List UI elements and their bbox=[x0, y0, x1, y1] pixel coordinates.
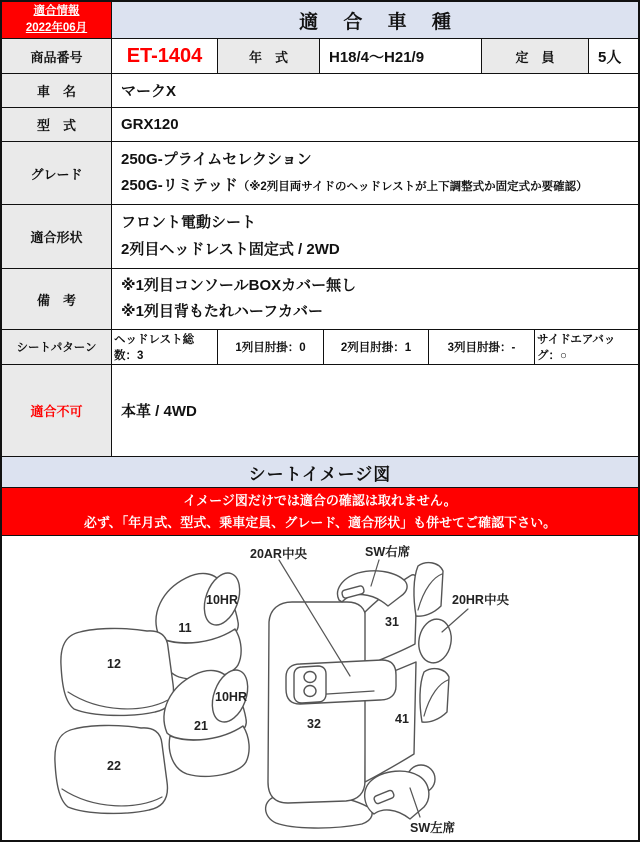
warning-line2: 必ず、「年月式、型式、乗車定員、グレード、適合形状」も併せてご確認下さい。 bbox=[83, 514, 557, 530]
notes-line2: ※1列目背もたれハーフカバー bbox=[121, 303, 324, 320]
product-row bbox=[2, 39, 638, 74]
capacity-label: 定 員 bbox=[482, 39, 589, 73]
product-number-label: 商品番号 bbox=[2, 39, 112, 73]
side-wing-left-label: SW左席 bbox=[410, 821, 456, 835]
not-compatible-label: 適合不可 bbox=[2, 365, 112, 456]
year-label: 年 式 bbox=[218, 39, 320, 73]
armrest-center-label: 20AR中央 bbox=[250, 547, 307, 561]
rear-back-main-label: 32 bbox=[307, 717, 321, 731]
grade-row bbox=[2, 142, 638, 205]
front-headrest-1-label: 10HR bbox=[206, 593, 238, 607]
warning-banner bbox=[2, 488, 638, 536]
grade-line1: 250G-プライムセレクション bbox=[121, 150, 312, 168]
side-wing-right-label: SW右席 bbox=[365, 545, 411, 559]
model-label: 型 式 bbox=[2, 108, 112, 141]
row3-armrest-cell: 3列目肘掛：- bbox=[429, 330, 535, 364]
not-compatible-value: 本革 / 4WD bbox=[112, 365, 638, 456]
model-value: GRX120 bbox=[112, 108, 638, 141]
front-back-1-label: 11 bbox=[178, 621, 192, 635]
grade-line2-note: （※2列目両サイドのヘッドレストが上下調整式か固定式か要確認） bbox=[237, 181, 588, 193]
car-name-value: マークX bbox=[112, 74, 638, 107]
notes-value bbox=[112, 269, 638, 329]
notes-row bbox=[2, 269, 638, 330]
product-number-value bbox=[112, 39, 218, 73]
rear-back-left-label: 41 bbox=[395, 712, 409, 726]
row2-armrest-cell: 2列目肘掛：1 bbox=[324, 330, 429, 364]
front-back-2-label: 21 bbox=[194, 719, 208, 733]
fit-info-badge-date: 2022年06月 bbox=[25, 22, 88, 34]
grade-line2 bbox=[121, 173, 588, 199]
notes-line1: ※1列目コンソールBOXカバー無し bbox=[121, 276, 357, 294]
product-code: ET-1404 bbox=[126, 44, 203, 67]
seat-diagram-svg bbox=[2, 536, 640, 840]
notes-label: 備 考 bbox=[2, 269, 112, 329]
headrest-count-cell: ヘッドレスト総数：3 bbox=[112, 330, 218, 364]
front-headrest-2-label: 10HR bbox=[215, 690, 247, 704]
center-headrest-shape bbox=[415, 617, 454, 666]
not-compatible-row bbox=[2, 365, 638, 457]
rear-back-right-label: 31 bbox=[385, 615, 399, 629]
left-wing-shape bbox=[365, 771, 429, 819]
year-value: H18/4～H21/9 bbox=[320, 39, 482, 73]
grade-value bbox=[112, 142, 638, 204]
row1-armrest-cell: 1列目肘掛：0 bbox=[218, 330, 324, 364]
fit-shape-line2: 2列目ヘッドレスト固定式 / 2WD bbox=[121, 240, 340, 258]
rear-seat bbox=[266, 563, 455, 828]
grade-line2-main: 250G-リミテッド bbox=[121, 177, 238, 194]
header-row bbox=[2, 2, 638, 39]
fit-info-badge-line1: 適合情報 bbox=[33, 4, 80, 17]
seat-image-title: シートイメージ図 bbox=[2, 457, 638, 488]
capacity-value: 5人 bbox=[589, 39, 638, 73]
seat-pattern-label: シートパターン bbox=[2, 330, 112, 364]
warning-line1: イメージ図だけでは適合の確認は取れません。 bbox=[183, 493, 457, 509]
front-cushion-2-label: 22 bbox=[107, 759, 121, 773]
seat-diagram bbox=[2, 536, 638, 840]
fit-shape-row bbox=[2, 205, 638, 269]
fit-shape-line1: フロント電動シート bbox=[121, 214, 257, 232]
page-title: 適 合 車 種 bbox=[112, 2, 638, 38]
fit-shape-label: 適合形状 bbox=[2, 205, 112, 268]
car-name-row bbox=[2, 74, 638, 108]
headrest-center-label: 20HR中央 bbox=[452, 593, 509, 607]
grade-label: グレード bbox=[2, 142, 112, 204]
car-name-label: 車 名 bbox=[2, 74, 112, 107]
side-airbag-cell: サイドエアバッグ：○ bbox=[535, 330, 638, 364]
model-row bbox=[2, 108, 638, 142]
fit-info-badge bbox=[2, 2, 112, 38]
seat-pattern-row bbox=[2, 330, 638, 365]
fit-shape-value bbox=[112, 205, 638, 268]
front-cushion-1-label: 12 bbox=[107, 657, 121, 671]
